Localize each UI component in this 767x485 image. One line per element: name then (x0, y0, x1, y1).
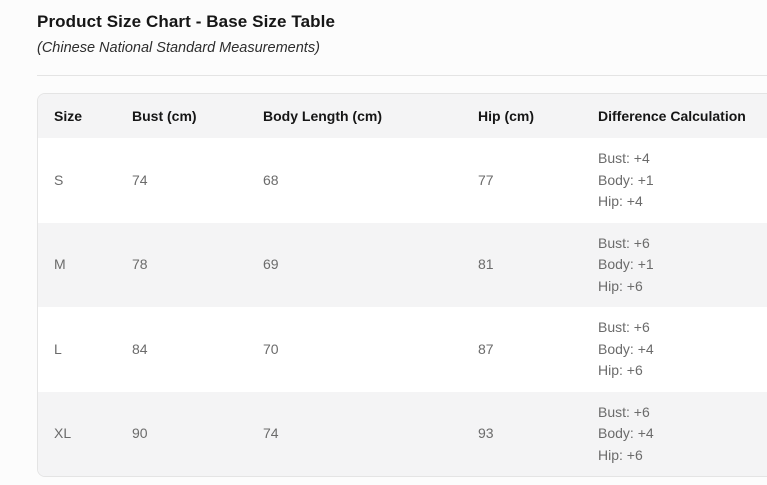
diff-line: Bust: +4 (598, 150, 650, 166)
cell-difference (582, 392, 767, 477)
diff-line: Body: +4 (598, 425, 654, 441)
size-table-header (38, 94, 767, 138)
cell-size: S (54, 171, 64, 188)
diff-line: Bust: +6 (598, 319, 650, 335)
diff-line: Hip: +4 (598, 193, 643, 209)
table-row-l (38, 307, 767, 392)
cell-body-length: 69 (247, 223, 462, 308)
cell-hip: 77 (478, 171, 494, 188)
column-header-body-length: Body Length (cm) (247, 94, 462, 138)
diff-line: Body: +1 (598, 256, 654, 272)
diff-line: Bust: +6 (598, 234, 650, 251)
cell-hip: 87 (478, 340, 494, 357)
cell-size: L (54, 340, 62, 357)
cell-difference (582, 307, 767, 392)
column-header-hip: Hip (cm) (462, 94, 582, 138)
column-header-difference: Difference Calculation (582, 94, 767, 138)
diff-line: Hip: +6 (598, 277, 643, 294)
header-row (38, 94, 767, 138)
cell-hip: 81 (462, 223, 582, 308)
cell-bust: 78 (116, 223, 247, 308)
page-subtitle: (Chinese National Standard Measurements) (37, 40, 320, 56)
page-title: Product Size Chart - Base Size Table (37, 12, 336, 31)
cell-body-length: 68 (263, 171, 279, 188)
diff-line: Body: +1 (598, 171, 654, 188)
size-table (38, 94, 767, 476)
diff-line: Hip: +6 (598, 446, 643, 463)
column-header-size: Size (38, 94, 116, 138)
cell-difference (582, 223, 767, 308)
cell-bust: 84 (132, 340, 148, 357)
divider (37, 75, 767, 76)
size-table-card (37, 93, 767, 477)
cell-size: M (38, 223, 116, 308)
size-table-body (38, 138, 767, 476)
column-header-bust: Bust (cm) (116, 94, 247, 138)
cell-difference (582, 138, 767, 223)
table-row-s (38, 138, 767, 223)
cell-body-length: 70 (263, 340, 279, 357)
table-row-m (38, 223, 767, 308)
cell-hip: 93 (462, 392, 582, 477)
diff-line: Hip: +6 (598, 362, 643, 378)
diff-line: Body: +4 (598, 340, 654, 357)
cell-size: XL (38, 392, 116, 477)
cell-body-length: 74 (247, 392, 462, 477)
cell-bust: 74 (132, 171, 148, 188)
table-row-xl (38, 392, 767, 477)
diff-line: Bust: +6 (598, 403, 650, 420)
cell-bust: 90 (116, 392, 247, 477)
